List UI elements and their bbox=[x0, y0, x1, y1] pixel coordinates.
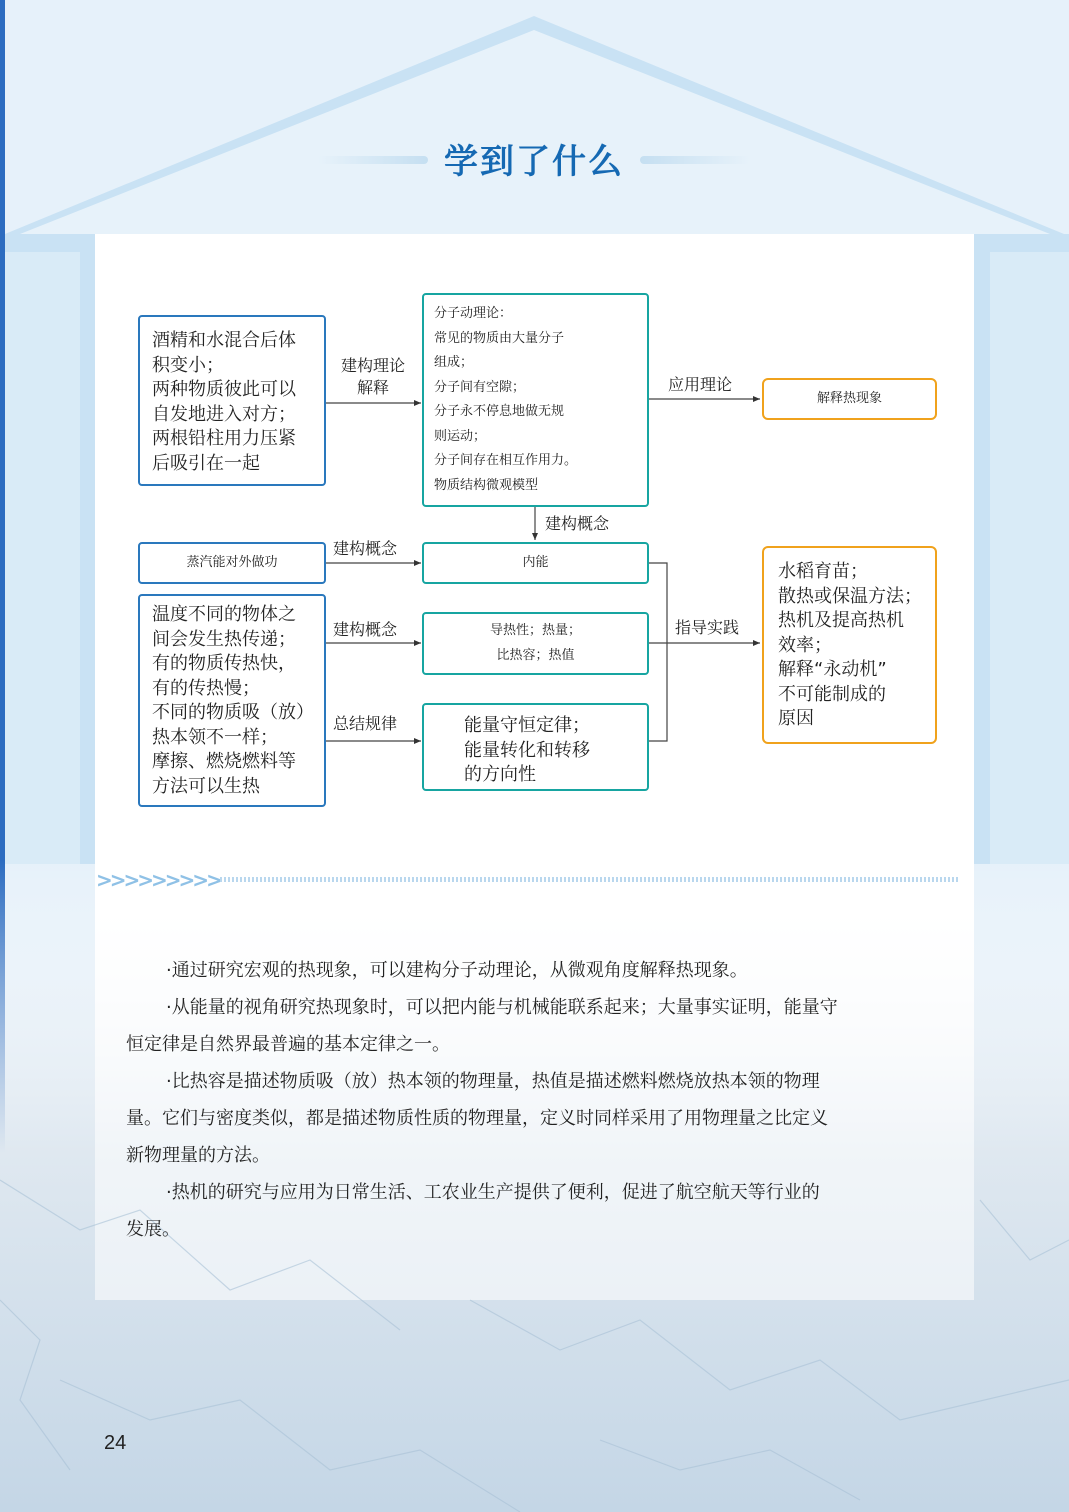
practice-line: 热机及提高热机 bbox=[778, 610, 904, 631]
practice-line: 不可能制成的 bbox=[778, 683, 886, 705]
phenomena-line: 两根铅柱用力压紧 bbox=[152, 428, 296, 449]
phenomena-line: 积变小； bbox=[152, 354, 224, 376]
summary-line: 新物理量的方法。 bbox=[126, 1145, 270, 1166]
concepts-line: 比热容；热值 bbox=[496, 647, 575, 663]
practice-line: 效率； bbox=[778, 634, 832, 656]
steam-text: 蒸汽能对外做功 bbox=[186, 554, 278, 570]
kinetic-theory-box bbox=[422, 293, 649, 507]
kinetic-theory-line: 组成； bbox=[434, 355, 474, 370]
practice-box bbox=[762, 546, 937, 744]
law-box bbox=[422, 703, 649, 791]
summary-line: 发展。 bbox=[126, 1219, 180, 1240]
summary-line: ·从能量的视角研究热现象时，可以把内能与机械能联系起来；大量事实证明，能量守 bbox=[166, 997, 838, 1018]
kinetic-theory-line: 分子永不停息地做无规 bbox=[434, 404, 565, 419]
practice-line: 散热或保温方法； bbox=[778, 585, 922, 607]
law-line: 能量守恒定律； bbox=[464, 715, 590, 736]
bracket-middle-boxes bbox=[649, 563, 667, 741]
phenomena-line: 两种物质彼此可以 bbox=[152, 379, 296, 400]
label-build-theory-line: 建构理论 bbox=[340, 356, 405, 375]
internal-energy-text: 内能 bbox=[522, 554, 549, 570]
heat-transfer-line: 间会发生热传递； bbox=[152, 628, 296, 650]
phenomena-line: 酒精和水混合后体 bbox=[152, 330, 296, 351]
kinetic-theory-line: 分子动理论： bbox=[434, 306, 513, 321]
summary-paragraph bbox=[126, 952, 952, 989]
summary-line: ·通过研究宏观的热现象，可以建构分子动理论，从微观角度解释热现象。 bbox=[166, 960, 748, 981]
section-divider bbox=[96, 868, 962, 890]
heat-transfer-line: 不同的物质吸（放） bbox=[152, 702, 314, 723]
heat-transfer-line: 热本领不一样； bbox=[152, 726, 278, 748]
heat-transfer-line: 方法可以生热 bbox=[152, 775, 260, 797]
heat-transfer-box bbox=[138, 594, 326, 807]
heat-transfer-line: 有的物质传热快， bbox=[152, 653, 296, 674]
concepts-line: 导热性；热量； bbox=[489, 623, 581, 638]
practice-line: 解释“永动机” bbox=[778, 659, 887, 680]
explain-heat-text: 解释热现象 bbox=[816, 390, 882, 406]
law-line: 的方向性 bbox=[464, 764, 536, 785]
summary-line: 恒定律是自然界最普遍的基本定律之一。 bbox=[126, 1034, 450, 1055]
chevron-right-icon: >>>>>>>>> bbox=[96, 868, 220, 892]
internal-energy-box bbox=[422, 542, 649, 584]
practice-line: 水稻育苗； bbox=[778, 561, 868, 582]
heat-transfer-line: 温度不同的物体之 bbox=[152, 604, 296, 625]
summary-line: ·热机的研究与应用为日常生活、工农业生产提供了便利，促进了航空航天等行业的 bbox=[166, 1182, 820, 1203]
summary-paragraph bbox=[126, 1063, 952, 1174]
kinetic-theory-line: 物质结构微观模型 bbox=[434, 477, 539, 493]
label-guide-practice: 指导实践 bbox=[675, 618, 740, 637]
label-build-theory bbox=[330, 355, 416, 399]
summary-line: 量。它们与密度类似，都是描述物质性质的物理量，定义时同样采用了用物理量之比定义 bbox=[126, 1108, 828, 1129]
explain-heat-box bbox=[762, 378, 937, 420]
phenomena-box bbox=[138, 315, 326, 486]
steam-box bbox=[138, 542, 326, 584]
divider-line bbox=[220, 877, 960, 882]
law-line: 能量转化和转移 bbox=[464, 739, 590, 761]
phenomena-line: 后吸引在一起 bbox=[152, 452, 260, 474]
concepts-box bbox=[422, 612, 649, 675]
label-build-theory-line: 解释 bbox=[356, 378, 389, 397]
kinetic-theory-line: 分子间有空隙； bbox=[434, 379, 526, 395]
summary-line: ·比热容是描述物质吸（放）热本领的物理量，热值是描述燃料燃烧放热本领的物理 bbox=[166, 1071, 820, 1092]
label-build-concept-down: 建构概念 bbox=[545, 514, 610, 533]
page-number: 24 bbox=[104, 1432, 127, 1454]
label-build-concept-1: 建构概念 bbox=[333, 539, 398, 558]
label-apply-theory: 应用理论 bbox=[668, 375, 733, 394]
practice-line: 原因 bbox=[778, 708, 814, 729]
summary-paragraph bbox=[126, 989, 952, 1063]
label-summarize: 总结规律 bbox=[333, 714, 398, 733]
heat-transfer-line: 有的传热慢； bbox=[152, 677, 260, 699]
kinetic-theory-line: 则运动； bbox=[434, 428, 487, 444]
label-build-concept-2: 建构概念 bbox=[333, 620, 398, 639]
kinetic-theory-line: 分子间存在相互作用力。 bbox=[434, 453, 578, 468]
phenomena-line: 自发地进入对方； bbox=[152, 403, 296, 425]
summary-paragraph bbox=[126, 1174, 952, 1248]
page-title: 学到了什么 bbox=[444, 142, 624, 182]
kinetic-theory-line: 常见的物质由大量分子 bbox=[434, 330, 565, 346]
heat-transfer-line: 摩擦、燃烧燃料等 bbox=[152, 751, 296, 772]
